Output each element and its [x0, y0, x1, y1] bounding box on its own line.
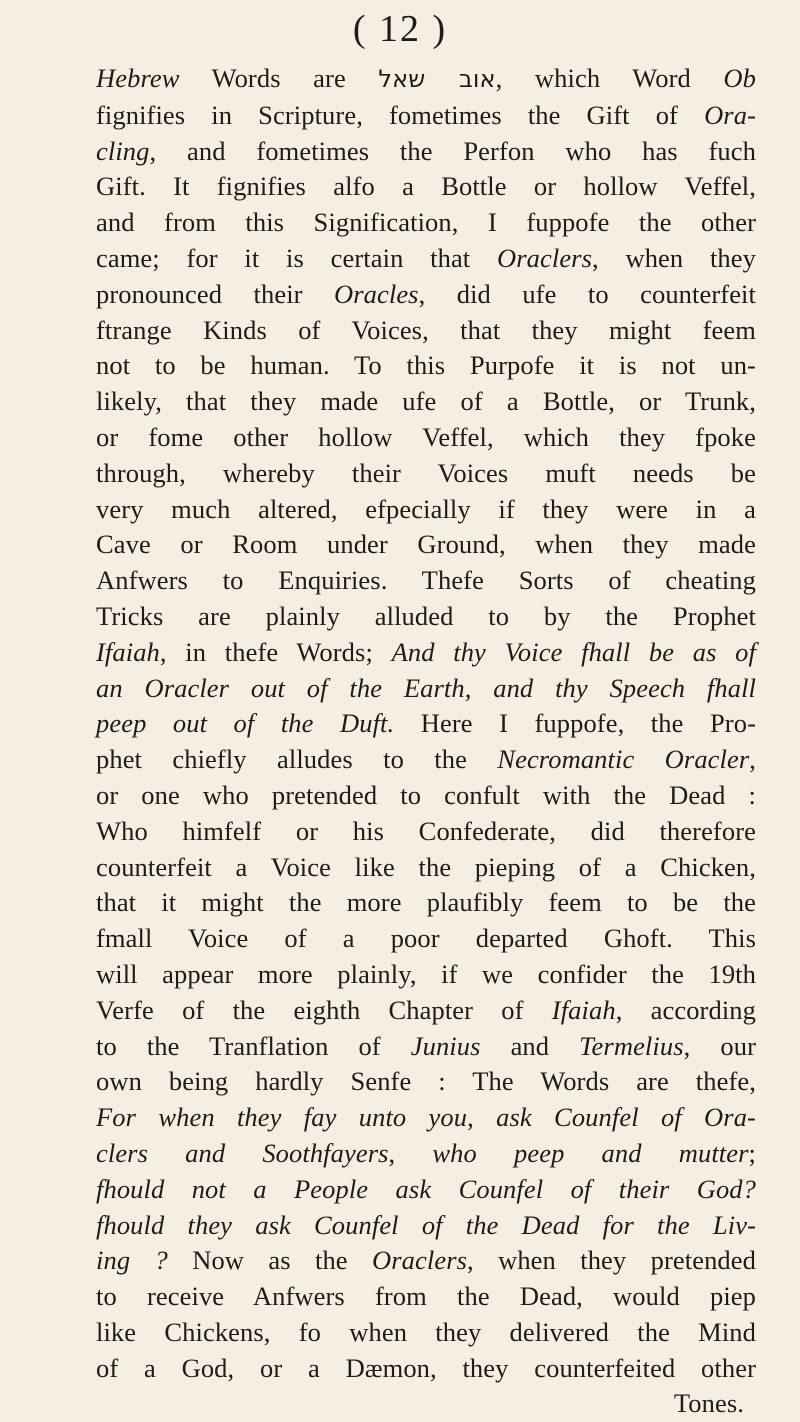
- text-line: [96, 456, 756, 492]
- italic-text: ing ?: [96, 1245, 168, 1276]
- text-run: , when they pretended: [467, 1245, 756, 1276]
- text-line: [96, 1172, 756, 1208]
- text-line: [96, 420, 756, 456]
- text-line: [96, 706, 756, 742]
- page-number: ( 12 ): [352, 8, 448, 50]
- italic-text: And thy Voice fhall be as of: [391, 636, 756, 667]
- text-line: [96, 921, 756, 957]
- hebrew-word: אוב שאל: [378, 65, 496, 93]
- italic-text: Oraclers: [497, 242, 593, 273]
- text-run: and: [480, 1030, 580, 1061]
- italic-text: Oracles: [334, 278, 419, 309]
- text-run: that it might the more plaufibly feem to be the: [96, 887, 756, 918]
- text-run: , when they: [592, 242, 756, 273]
- text-run: Words are: [179, 63, 379, 93]
- text-line: [96, 885, 756, 921]
- text-run: , in thefe Words;: [159, 636, 392, 667]
- text-run: ftrange Kinds of Voices, that they might feem: [96, 314, 756, 345]
- italic-text: Necromantic Oracler: [497, 744, 750, 775]
- italic-text: and thy Speech fhall: [493, 672, 757, 703]
- italic-text: who peep and mutter: [432, 1137, 749, 1168]
- text-run: Verfe of the eighth Chapter of: [96, 994, 552, 1025]
- text-line: [96, 134, 756, 170]
- text-run: ,: [749, 744, 757, 775]
- text-line: [96, 313, 756, 349]
- text-run: ;: [748, 1137, 756, 1168]
- text-run: Tricks are plainly alluded to by the Prophet: [96, 600, 756, 631]
- text-run: Cave or Room under Ground, when they made: [96, 529, 756, 560]
- text-run: , according: [615, 994, 756, 1025]
- italic-text: Ora-: [704, 99, 756, 130]
- text-run: , our: [683, 1030, 756, 1061]
- text-line: [96, 348, 756, 384]
- text-line: [96, 599, 756, 635]
- text-line: [96, 671, 756, 707]
- italic-text: fhould not a People ask Counfel of their God?: [96, 1173, 756, 1204]
- text-run: will appear more plainly, if we confider the 19th: [96, 958, 756, 989]
- italic-text: Junius: [410, 1030, 481, 1061]
- italic-text: an Oracler out of the Earth: [96, 672, 465, 703]
- text-run: ,: [388, 1137, 433, 1168]
- text-run: of a God, or a Dæmon, they counterfeited other: [96, 1352, 756, 1383]
- text-run: phet chiefly alludes to the: [96, 744, 498, 775]
- text-line: [96, 205, 756, 241]
- text-line: [96, 384, 756, 420]
- text-run: , did ufe to counterfeit: [418, 278, 756, 309]
- text-run: , and fometimes the Perfon who has fuch: [149, 135, 756, 166]
- text-line: [96, 993, 756, 1029]
- text-line: [96, 241, 756, 277]
- text-line: [96, 527, 756, 563]
- italic-text: Hebrew: [96, 63, 180, 93]
- text-run: not to be human. To this Purpofe it is not un-: [96, 350, 756, 381]
- text-line: [96, 778, 756, 814]
- text-line: [96, 1351, 756, 1387]
- text-line: [96, 957, 756, 993]
- text-run: or fome other hollow Veffel, which they fpoke: [96, 421, 756, 452]
- text-run: , which Word: [495, 63, 724, 93]
- text-run: counterfeit a Voice like the pieping of a Chicken,: [96, 851, 756, 882]
- italic-text: Oraclers: [372, 1245, 468, 1276]
- text-run: through, whereby their Voices muft needs be: [96, 457, 756, 488]
- italic-text: For when they fay unto you: [96, 1102, 468, 1133]
- text-run: to receive Anfwers from the Dead, would piep: [96, 1281, 756, 1312]
- text-line: [96, 850, 756, 886]
- text-line: [96, 635, 756, 671]
- text-line: [96, 742, 756, 778]
- italic-text: ask Counfel of Ora-: [496, 1102, 756, 1133]
- text-line: [96, 1208, 756, 1244]
- text-line: [96, 563, 756, 599]
- text-line: [96, 492, 756, 528]
- text-line: [96, 1136, 756, 1172]
- text-line: [96, 277, 756, 313]
- body-text: [96, 61, 756, 1422]
- catchword: Tones.: [673, 1388, 744, 1419]
- italic-text: Termelius: [579, 1030, 684, 1061]
- italic-text: fhould they ask Counfel of the Dead for the Liv-: [96, 1209, 756, 1240]
- text-run: Here I fuppofe, the Pro-: [394, 708, 756, 739]
- italic-text: Ifaiah: [96, 636, 160, 667]
- text-run: or one who pretended to confult with the Dead :: [96, 779, 756, 810]
- italic-text: clers and Soothfayers: [96, 1137, 389, 1168]
- text-run: Who himfelf or his Confederate, did therefore: [96, 815, 756, 846]
- text-run: fignifies in Scripture, fometimes the Gift of: [96, 99, 705, 130]
- text-run: and from this Signification, I fuppofe the other: [96, 207, 756, 238]
- text-run: Anfwers to Enquiries. Thefe Sorts of cheating: [96, 565, 756, 596]
- text-run: ,: [464, 672, 494, 703]
- text-line: [96, 1279, 756, 1315]
- italic-text: cling: [96, 135, 150, 166]
- text-run: Now as the: [167, 1245, 373, 1276]
- text-run: very much altered, efpecially if they were in a: [96, 493, 756, 524]
- text-run: fmall Voice of a poor departed Ghoft. This: [96, 923, 756, 954]
- text-line: [96, 814, 756, 850]
- text-line: [96, 1315, 756, 1351]
- text-run: came; for it is certain that: [96, 242, 497, 273]
- text-run: own being hardly Senfe : The Words are thefe,: [96, 1066, 756, 1097]
- text-line: [96, 61, 756, 98]
- italic-text: peep out of the Duft.: [96, 708, 395, 739]
- text-line: [96, 1029, 756, 1065]
- text-run: to the Tranflation of: [96, 1030, 411, 1061]
- italic-text: Ifaiah: [551, 994, 616, 1025]
- text-line: [96, 169, 756, 205]
- text-run: Gift. It fignifies alfo a Bottle or hollow Veffel,: [96, 171, 756, 202]
- text-run: pronounced their: [96, 278, 334, 309]
- text-run: likely, that they made ufe of a Bottle, or Trunk,: [96, 386, 756, 417]
- text-line: [96, 1064, 756, 1100]
- italic-text: Ob: [723, 63, 756, 93]
- text-line: [96, 1243, 756, 1279]
- text-run: like Chickens, fo when they delivered the Mind: [96, 1316, 756, 1347]
- text-run: ,: [467, 1102, 497, 1133]
- text-line: [96, 1100, 756, 1136]
- text-line: [96, 98, 756, 134]
